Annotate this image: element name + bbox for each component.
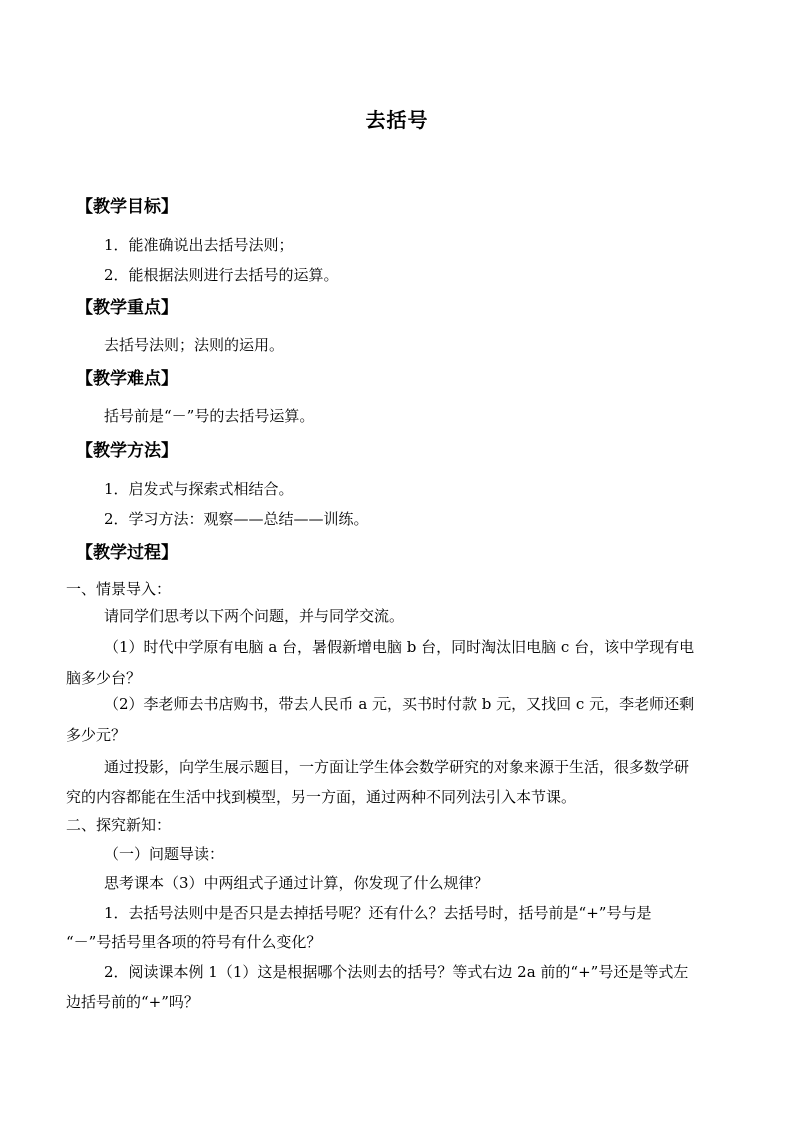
item-1-line-2: “－”号括号里各项的符号有什么变化？ bbox=[66, 933, 322, 951]
paragraph-line-2: 究的内容都能在生活中找到模型，另一方面，通过两种不同列法引入本节课。 bbox=[66, 788, 577, 806]
question-1-line-2: 脑多少台？ bbox=[66, 669, 142, 687]
key-points-text: 去括号法则；法则的运用。 bbox=[104, 336, 285, 354]
goal-item-2: 2．能根据法则进行去括号的运算。 bbox=[104, 266, 339, 284]
page-title: 去括号 bbox=[365, 108, 429, 132]
goal-item-1: 1．能准确说出去括号法则； bbox=[104, 236, 294, 254]
heading-difficulties: 【教学难点】 bbox=[76, 369, 178, 389]
question-2-line-1: （2）李老师去书店购书，带去人民币 a 元，买书时付款 b 元，又找回 c 元，李老师还剩 bbox=[104, 695, 695, 713]
question-1-line-1: （1）时代中学原有电脑 a 台，暑假新增电脑 b 台，同时淘汰旧电脑 c 台，该中学现有电 bbox=[104, 638, 695, 656]
difficulties-text: 括号前是“－”号的去括号运算。 bbox=[104, 407, 315, 425]
paragraph-line-1: 通过投影，向学生展示题目，一方面让学生体会数学研究的对象来源于生活，很多数学研 bbox=[104, 758, 690, 776]
heading-process: 【教学过程】 bbox=[76, 543, 178, 563]
method-item-1: 1．启发式与探索式相结合。 bbox=[104, 480, 294, 498]
think-question: 思考课本（3）中两组式子通过计算，你发现了什么规律？ bbox=[104, 874, 489, 892]
item-1-line-1: 1．去括号法则中是否只是去掉括号呢？还有什么？去括号时，括号前是“+”号与是 bbox=[104, 904, 652, 922]
question-2-line-2: 多少元？ bbox=[66, 726, 127, 744]
heading-goals: 【教学目标】 bbox=[76, 197, 178, 217]
section-1-intro: 请同学们思考以下两个问题，并与同学交流。 bbox=[104, 607, 405, 625]
method-item-2: 2．学习方法：观察——总结——训练。 bbox=[104, 510, 369, 528]
section-1-title: 一、情景导入： bbox=[66, 580, 172, 598]
item-2-line-1: 2．阅读课本例 1（1）这是根据哪个法则去的括号？等式右边 2a 前的“+”号还是等式左 bbox=[104, 963, 689, 981]
heading-methods: 【教学方法】 bbox=[76, 441, 178, 461]
item-2-line-2: 边括号前的“+”吗？ bbox=[66, 993, 199, 1011]
section-2-title: 二、探究新知： bbox=[66, 816, 172, 834]
heading-key-points: 【教学重点】 bbox=[76, 298, 178, 318]
subsection-1-title: （一）问题导读： bbox=[104, 845, 225, 863]
